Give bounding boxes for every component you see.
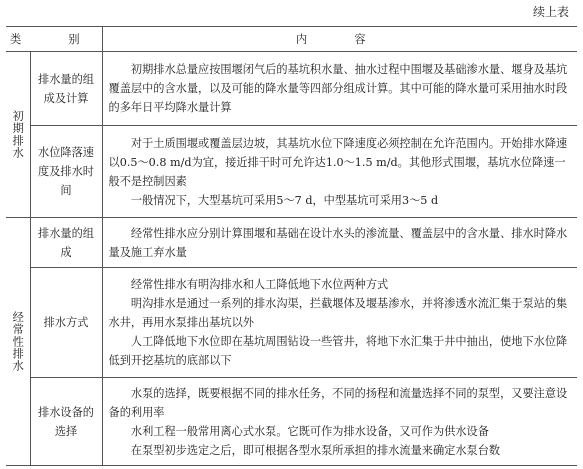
- content-cell: [102, 218, 577, 268]
- table-row: [6, 378, 577, 466]
- content-paragraph: 初期排水总量应按围堰闭气后的基坑积水量、抽水过程中围堰及基础渗水量、堰身及基坑覆盖层中的含水量，以及可能的降水量等四部分组成计算。其中可能的降水量可采用抽水时段的多年日平均降水量计算: [108, 63, 568, 114]
- table-row: [6, 218, 577, 268]
- content-paragraph: 经常性排水应分别计算围堰和基础在设计水头的渗流量、覆盖层中的含水量、排水时降水量及施工弃水量: [108, 226, 568, 259]
- category-regular-drainage: 经常性排水: [6, 218, 30, 466]
- drainage-table: [6, 26, 577, 466]
- content-paragraph: 水泵的选择，既要根据不同的排水任务，不同的扬程和流量选择不同的泵型，又要注意设备的利用率: [108, 386, 568, 419]
- content-paragraph: 人工降低地下水位即在基坑周围钻设一些管井，将地下水汇集于井中抽出，使地下水位降低到开挖基坑的底部以下: [108, 335, 568, 367]
- content-paragraph: 经常性排水有明沟排水和人工降低地下水位两种方式: [130, 278, 389, 291]
- item-label: 排水量的组成及计算: [30, 52, 102, 126]
- content-paragraph: 在泵型初步选定之后，即可根据各型水泵所承担的排水流量来确定水泵台数: [130, 443, 501, 457]
- item-label: 排水设备的选择: [30, 378, 102, 466]
- content-paragraph: 一般情况下，大型基坑可采用5～7 d，中型基坑可采用3～5 d: [130, 193, 439, 207]
- content-cell: [102, 52, 577, 126]
- table-header-row: [6, 27, 577, 52]
- category-initial-drainage: 初期排水: [6, 52, 30, 218]
- content-paragraph: 明沟排水是通过一系列的排水沟渠，拦截堰体及堰基渗水，并将渗透水流汇集于泵站的集水井，再用水泵排出基坑以外: [108, 297, 568, 329]
- continued-label: 续上表: [532, 5, 569, 19]
- item-label: 水位降落速度及排水时间: [30, 126, 102, 218]
- item-label: 排水量的组成: [30, 218, 102, 268]
- content-cell: [102, 126, 577, 218]
- header-content: 内 容: [102, 27, 577, 52]
- content-cell: [102, 268, 577, 378]
- content-paragraph: 水利工程一般常用离心式水泵。它既可作为排水设备，又可作为供水设备: [130, 424, 489, 438]
- table-row: [6, 126, 577, 218]
- content-paragraph: 对于土质围堰或覆盖层边坡，其基坑水位下降速度必须控制在允许范围内。开始排水降速以0.5～0.8 m/d为宜，接近排干时可允许达1.0～1.5 m/d。其他形式围堰，基坑水位降速一般不是控制因素: [108, 136, 568, 188]
- table-row: [6, 52, 577, 126]
- content-cell: [102, 378, 577, 466]
- header-category: 类 别: [6, 27, 102, 52]
- item-label: 排水方式: [30, 268, 102, 378]
- table-row: [6, 268, 577, 378]
